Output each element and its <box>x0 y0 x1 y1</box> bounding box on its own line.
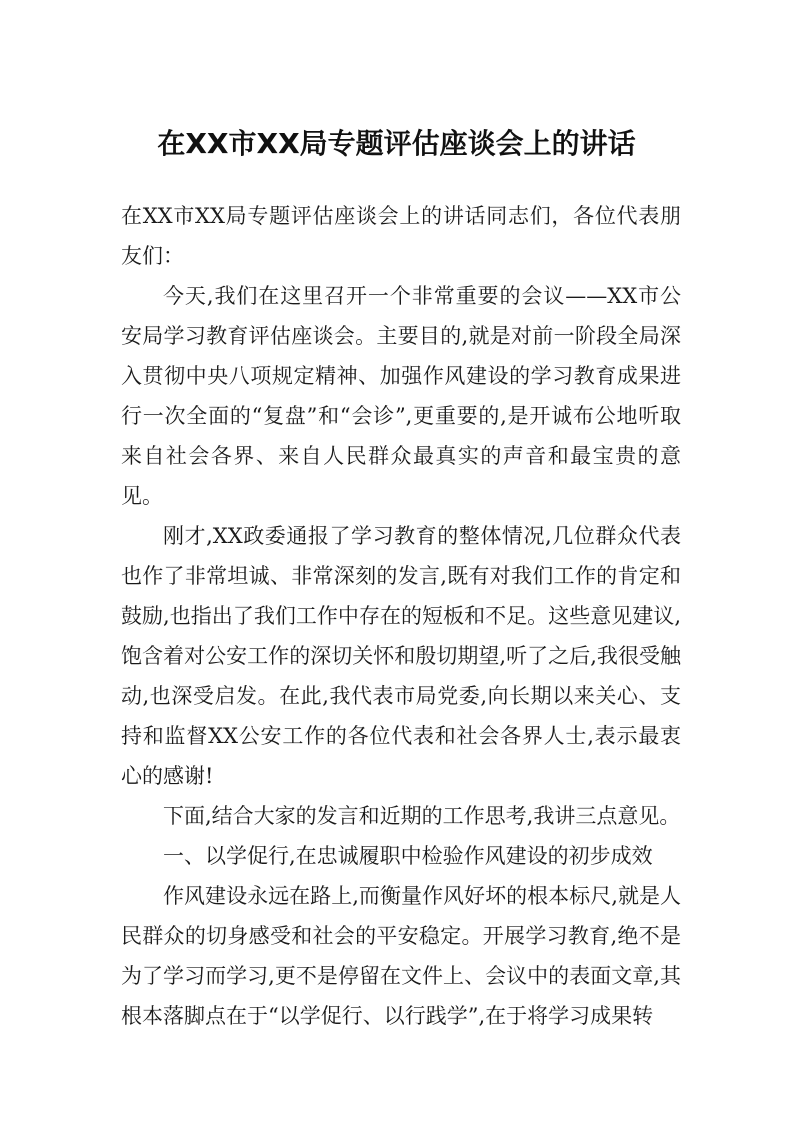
body-paragraph: 今天,我们在这里召开一个非常重要的会议——XX市公安局学习教育评估座谈会。主要目的,就是对前一阶段全局深入贯彻中央八项规定精神、加强作风建设的学习教育成果进行一次全面的“复盘”和“会诊”,更重要的,是开诚布公地听取来自社会各界、来自人民群众最真实的声音和最宝贵的意见。 <box>121 284 681 508</box>
body-paragraph: 下面,结合大家的发言和近期的工作思考,我讲三点意见。 <box>163 804 681 828</box>
document-title: 在XX市XX局专题评估座谈会上的讲话 <box>157 127 636 160</box>
body-paragraph: 刚才,XX政委通报了学习教育的整体情况,几位群众代表也作了非常坦诚、非常深刻的发言,既有对我们工作的肯定和鼓励,也指出了我们工作中存在的短板和不足。这些意见建议,饱含着对公安工作的深切关怀和殷切期望,听了之后,我很受触动,也深受启发。在此,我代表市局党委,向长期以来关心、支持和监督XX公安工作的各位代表和社会各界人士,表示最衷心的感谢! <box>121 524 681 788</box>
body-paragraph: 作风建设永远在路上,而衡量作风好坏的根本标尺,就是人民群众的切身感受和社会的平安稳定。开展学习教育,绝不是为了学习而学习,更不是停留在文件上、会议中的表面文章,其根本落脚点在于“以学促行、以行践学”,在于将学习成果转 <box>121 884 681 1028</box>
section-heading: 一、以学促行,在忠诚履职中检验作风建设的初步成效 <box>163 844 653 868</box>
document-body <box>121 196 681 1036</box>
greeting-paragraph: 在XX市XX局专题评估座谈会上的讲话同志们，各位代表朋友们： <box>121 204 681 268</box>
